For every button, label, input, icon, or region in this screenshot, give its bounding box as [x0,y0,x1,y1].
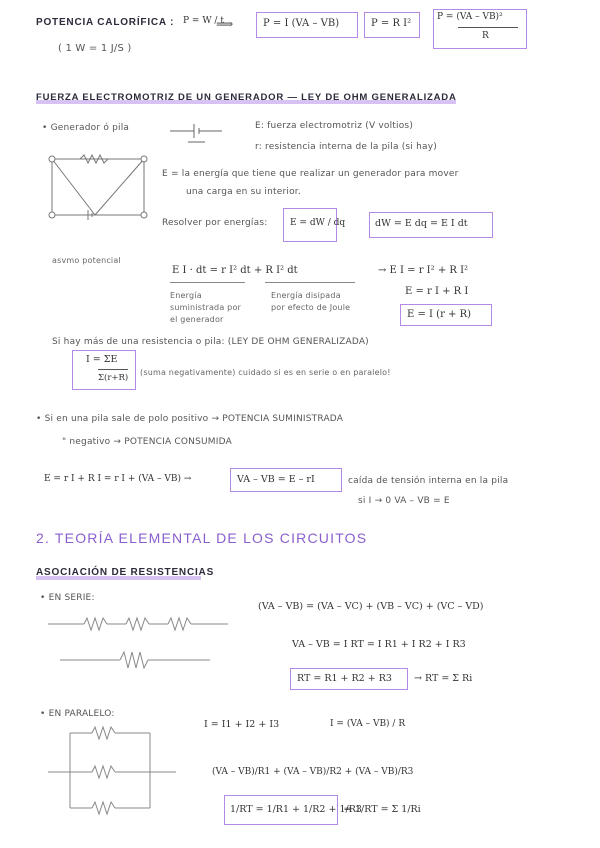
supplied-energy-note: Energía suministrada por el generador [170,291,242,324]
formula-power-v2-den: R [482,31,489,41]
circuit-caption: asvmo potencial [52,256,121,265]
energy-balance: E I · dt = r I² dt + R I² dt [172,265,298,276]
voltage-equation: VA – VB = E – rI [237,474,315,485]
chapter-title: 2. TEORÍA ELEMENTAL DE LOS CIRCUITOS [36,530,368,546]
parallel-total: 1/RT = 1/R1 + 1/R2 + 1/R3 [230,804,362,815]
series-sum: → RT = Σ Ri [414,673,473,684]
series-eq-1: (VA – VB) = (VA – VC) + (VB – VC) + (VC – VD) [258,601,484,612]
emf-chain: E = r I + R I = r I + (VA – VB) → [44,474,192,484]
section-heading-assoc: ASOCIACIÓN DE RESISTENCIAS [36,567,215,578]
formula-power-v2-num: P = (VA – VB)² [437,12,503,22]
emf-energy-line-2: una carga en su interior. [186,187,301,197]
series-total: RT = R1 + R2 + R3 [297,673,392,684]
positive-pole-note: • Si en una pila sale de polo positivo → POTENCIA SUMINISTRADA [36,414,344,424]
power-units: ( 1 W = 1 J/S ) [58,43,132,54]
dw-equation: dW = E dq = E I dt [375,218,468,229]
result-line-1: → E I = r I² + R I² [378,265,469,276]
parallel-eq-2: (VA – VB)/R1 + (VA – VB)/R2 + (VA – VB)/R3 [212,767,414,777]
section-heading-fem: FUERZA ELECTROMOTRIZ DE UN GENERADOR — LEY DE OHM GENERALIZADA [36,92,457,103]
parallel-label: • EN PARALELO: [40,709,115,719]
emf-fraction: E = dW / dq [290,218,346,228]
arrow-icon: ⟹ [216,17,234,31]
zero-current-note: si I → 0 VA – VB = E [358,496,450,506]
multi-source-note: Si hay más de una resistencia o pila: (LEY DE OHM GENERALIZADA) [52,337,369,347]
generator-label: • Generador ó pila [42,123,130,133]
formula-power-ri2: P = R I² [371,18,412,29]
parallel-sum: ⇒ 1/RT = Σ 1/Ri [344,804,421,815]
emf-definition: E: fuerza electromotriz (V voltios) [255,121,414,131]
fraction-bar [98,369,128,370]
emf-energy-line-1: E = la energía que tiene que realizar un generador para mover [162,169,459,179]
resolver-label: Resolver por energías: [162,218,268,228]
series-label: • EN SERIE: [40,593,95,603]
brace-dissipated [265,282,355,283]
sign-warning: (suma negativamente) cuidado si es en serie o en paralelo! [140,368,391,377]
formula-power-iv: P = I (VA – VB) [263,18,340,29]
brace-supplied [170,282,245,283]
result-line-2: E = r I + R I [405,286,469,297]
ohm-generalized-num: I = ΣE [86,354,118,365]
power-definition: P = W / t [183,16,224,26]
result-line-3: E = I (r + R) [407,309,472,320]
internal-drop-note: caída de tensión interna en la pila [348,476,509,486]
internal-resistance-definition: r: resistencia interna de la pila (si hay) [255,142,437,152]
dissipated-energy-note: Energía disipada por efecto de Joule [271,291,351,312]
parallel-eq-1: I = I1 + I2 + I3 [204,719,280,730]
parallel-eq-1b: I = (VA – VB) / R [330,719,406,729]
series-eq-2: VA – VB = I RT = I R1 + I R2 + I R3 [292,639,466,650]
negative-pole-note: " negativo → POTENCIA CONSUMIDA [62,437,232,447]
section-heading-potencia: POTENCIA CALORÍFICA : [36,17,175,28]
ohm-generalized-den: Σ(r+R) [98,373,129,383]
